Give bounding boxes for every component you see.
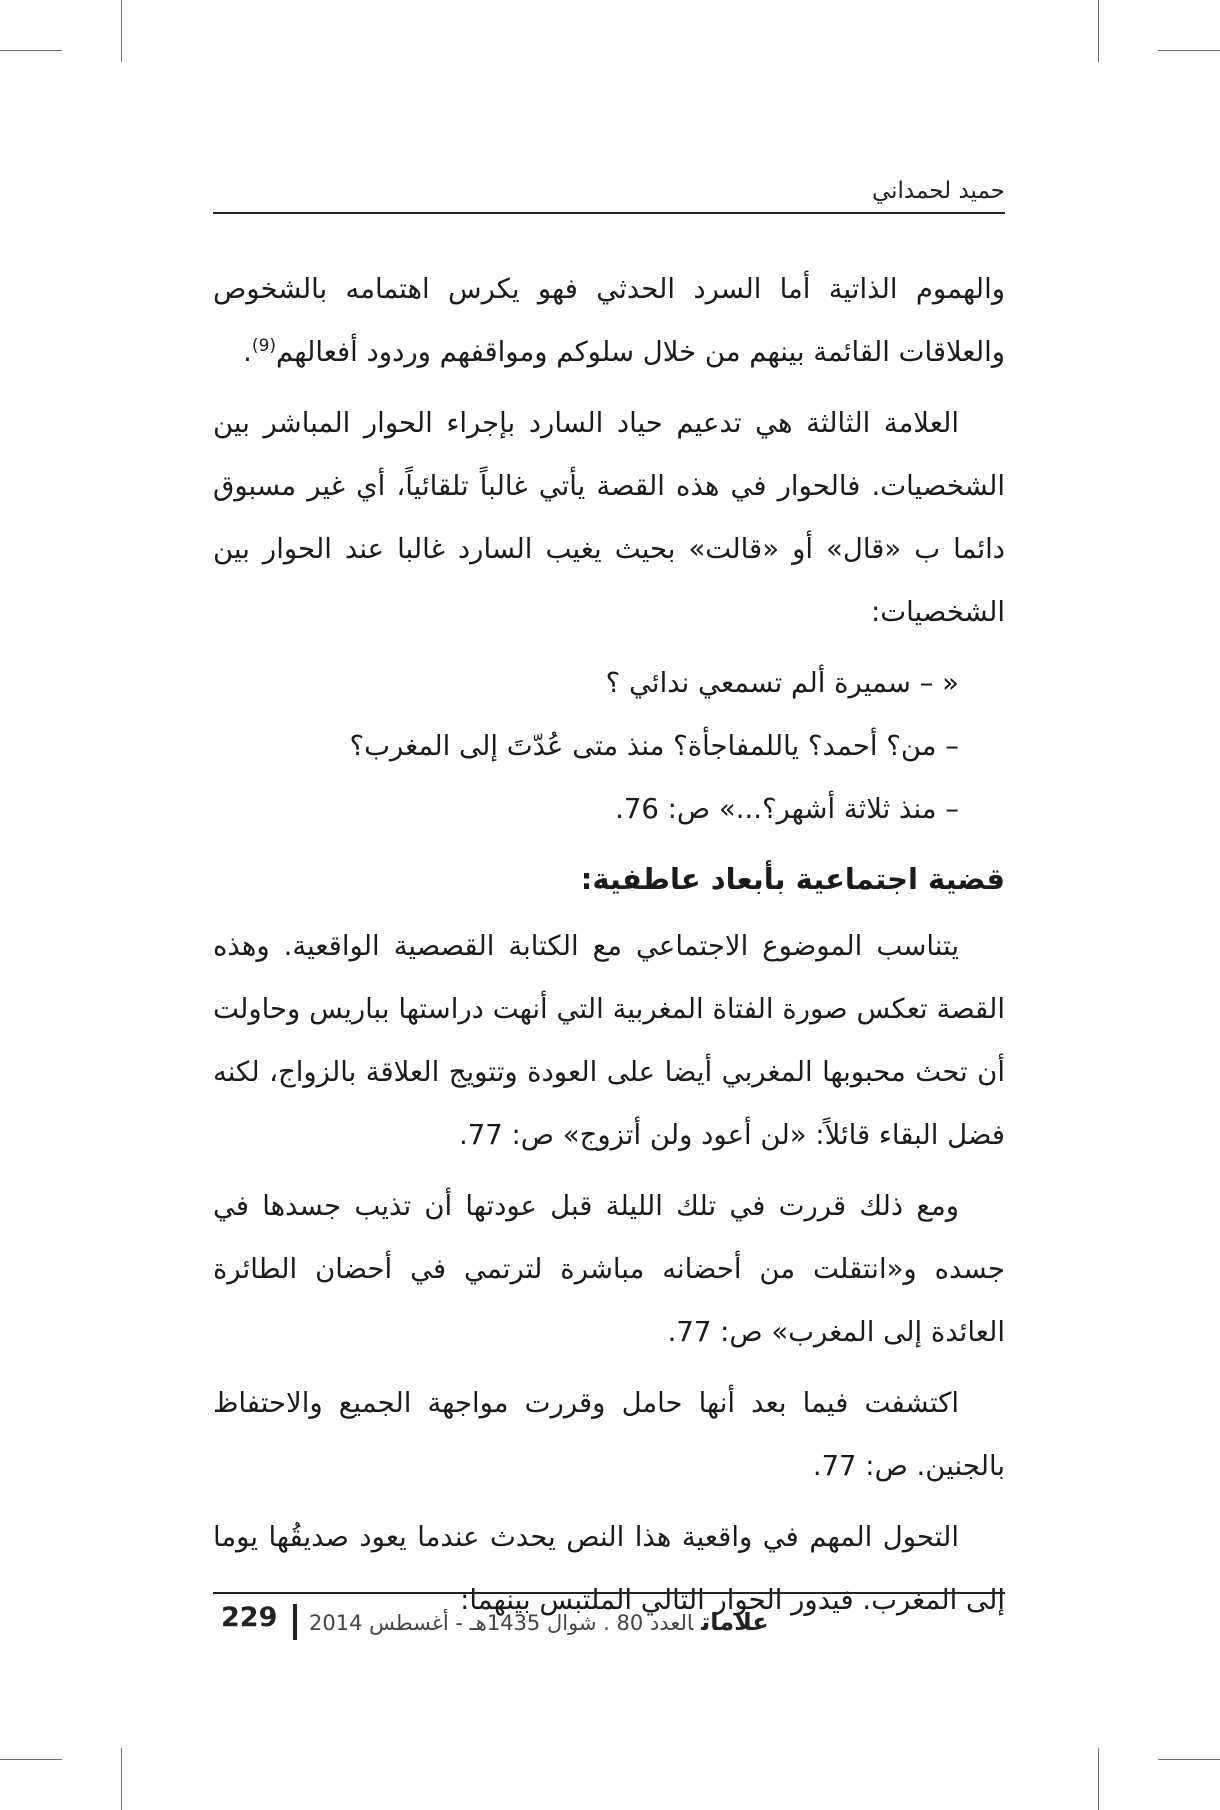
crop-mark — [121, 1748, 122, 1810]
crop-mark — [121, 0, 122, 62]
crop-mark — [0, 50, 62, 51]
crop-mark — [1158, 50, 1220, 51]
article-body — [213, 258, 1005, 1640]
crop-mark — [1158, 1759, 1220, 1760]
crop-mark — [1098, 1748, 1099, 1810]
issue-info: العدد 80 . شوال 1435هـ - أغسطس 2014 — [309, 1611, 694, 1635]
paragraph: اكتشفت فيما بعد أنها حامل وقررت مواجهة الجميع والاحتفاظ بالجنين. ص: 77. — [213, 1387, 1005, 1482]
paragraph: يتناسب الموضوع الاجتماعي مع الكتابة القصصية الواقعية. وهذه القصة تعكس صورة الفتاة المغربية التي أنهت دراستها بباريس وحاولت أن تحث محبوبها المغربي أيضا على العودة وتتويج العلاقة بالزواج، لكنه فضل البقاء قائلاً: «لن أعود ولن أتزوج» ص: 77. — [213, 930, 1005, 1151]
dialogue-line: – من؟ أحمد؟ ياللمفاجأة؟ منذ متى عُدّتَ إلى المغرب؟ — [349, 730, 959, 762]
paragraph — [213, 258, 1005, 384]
page-footer — [213, 1592, 1005, 1650]
paragraph-text: والهموم الذاتية أما السرد الحدثي فهو يكرس اهتمامه بالشخوص والعلاقات القائمة بينهم من خلال سلوكم ومواقفهم وردود أفعالهم — [213, 273, 1005, 368]
journal-info — [309, 1608, 769, 1636]
section-heading: قضية اجتماعية بأبعاد عاطفية: — [580, 862, 1005, 896]
paragraph: العلامة الثالثة هي تدعيم حياد السارد بإجراء الحوار المباشر بين الشخصيات. فالحوار في هذه القصة يأتي غالباً تلقائياً، أي غير مسبوق دائما ب «قال» أو «قالت» بحيث يغيب السارد غالبا عند الحوار بين الشخصيات: — [213, 407, 1005, 628]
paragraph: التحول المهم في واقعية هذا النص يحدث عندما يعود صديقُها يوما إلى المغرب. فيدور الحوار التالي الملتبس بينهما: — [213, 1521, 1005, 1616]
dialogue-line: – منذ ثلاثة أشهر؟...» ص: 76. — [615, 793, 959, 825]
crop-mark — [1098, 0, 1099, 62]
paragraph: ومع ذلك قررت في تلك الليلة قبل عودتها أن تذيب جسدها في جسده و«انتقلت من أحضانه مباشرة لترتمي في أحضان الطائرة العائدة إلى المغرب» ص: 77. — [213, 1190, 1005, 1348]
header-author: حميد لحمداني — [871, 178, 1005, 204]
running-header — [213, 168, 1005, 214]
page-number: 229 — [221, 1602, 278, 1633]
footer-divider — [293, 1604, 297, 1640]
paragraph-end: . — [243, 336, 252, 368]
crop-mark — [0, 1759, 62, 1760]
dialogue-line: « – سميرة ألم تسمعي ندائي ؟ — [605, 667, 959, 699]
footnote-ref: (9) — [251, 335, 277, 356]
journal-logo: علامات — [701, 1608, 769, 1636]
